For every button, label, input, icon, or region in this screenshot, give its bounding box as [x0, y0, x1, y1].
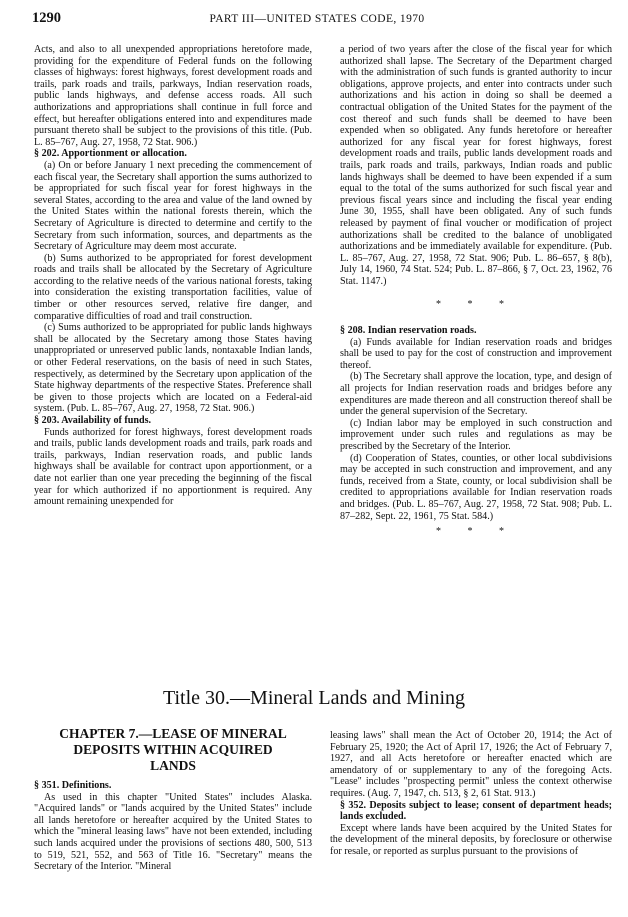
- chapter-heading-line: DEPOSITS WITHIN ACQUIRED: [73, 742, 273, 757]
- chapter-heading-line: CHAPTER 7.—LEASE OF MINERAL: [59, 726, 287, 741]
- paragraph-202-b: (b) Sums authorized to be appropriated for forest development roads and trails shall be allocated by the Secretary of Agriculture according to the relative needs of the various national forests, taking into consideration the existing transportation facilities, value of timber or other resources served, relative fire danger, and comparative difficulties of road and trail construction.: [34, 252, 312, 322]
- paragraph-208-d: (d) Cooperation of States, counties, or other local subdivisions may be accepted in such construction and improvement, and any funds, received from a State, county, or local subdivision shall be credited to appropriations available for Indian reservation roads and bridges. (Pub. L. 85–767, Aug. 27, 1958, 72 Stat. 908; Pub. L. 87–282, Sept. 22, 1961, 75 Stat. 584.): [340, 452, 612, 522]
- paragraph-202-c: (c) Sums authorized to be appropriated for public lands highways shall be allocated by the Secretary among those States having unappropriated or unreserved public lands, nontaxable Indian lands, or other Federal reservations, on the basis of need in such States, respectively, as determined by the Secretary upon application of the State highway departments of the respective States. Preference shall be given to those projects which are located on a Federal-aid system. (Pub. L. 85–767, Aug. 27, 1958, 72 Stat. 906.): [34, 322, 312, 415]
- running-head: PART III—UNITED STATES CODE, 1970: [209, 13, 425, 25]
- paragraph-352: Except where lands have been acquired by the United States for the development of the mineral deposits, by foreclosure or otherwise for resale, or reported as surplus pursuant to the provisions of: [330, 822, 612, 857]
- paragraph-208-c: (c) Indian labor may be employed in such construction and improvement under such rules and regulations as may be prescribed by the Secretary of the Interior.: [340, 417, 612, 452]
- section-heading-208: § 208. Indian reservation roads.: [340, 325, 477, 337]
- section-heading-351: § 351. Definitions.: [34, 780, 112, 791]
- paragraph: a period of two years after the close of the fiscal year for which authorized shall lapse. The Secretary of the Department charged with the administration of such funds is granted authority to incur obligations, approve projects, and enter into contracts under such authorizations and his action in doing so shall be deemed a contractual obligation of the United States for the payment of the cost thereof and such funds shall be deemed to have been expended when so obligated. Any funds heretofore or hereafter authorized for any fiscal year for forest highways, forest development roads and trails, public lands development roads and trails, park roads and trails, parkways, Indian roads and public lands highways shall be deemed to have been expended if a sum equal to the total of the sums authorized for such fiscal year and previous fiscal years since and including the fiscal year ending June 30, 1955, shall have been obligated. Any of such funds released by payment of final voucher or modification of project authorizations shall be credited to the balance of unobligated authorizations and be immediately available for expenditure. (Pub. L. 85–767, Aug. 27, 1958, 72 Stat. 906; Pub. L. 86–657, § 8(b), July 14, 1960, 74 Stat. 524; Pub. L. 87–866, § 7, Oct. 23, 1962, 76 Stat. 1147.): [340, 44, 612, 287]
- paragraph: Acts, and also to all unexpended appropriations heretofore made, providing for the expenditure of Federal funds on the following classes of highways: forest highways, forest development roads and trails, park roads and trails, parkways, Indian reservation roads, public lands highways, and defense access roads. All such authorizations and appropriations shall continue in full force and effect, but hereafter obligations entered into and expenditures made pursuant thereto shall be subject to the provisions of this title. (Pub. L. 85–767, Aug. 27, 1958, 72 Stat. 906.): [34, 44, 312, 148]
- paragraph-203: Funds authorized for forest highways, forest development roads and trails, public lands development roads and trails, park roads and trails, parkways, Indian reservation roads, and public lands highways shall be available for contract upon apportionment, or a date not earlier than one year preceding the beginning of the fiscal year for which authorized if no apportionment is required. Any amount remaining unexpended for: [34, 426, 312, 508]
- chapter-heading: [34, 726, 312, 774]
- title-heading: Title 30.—Mineral Lands and Mining: [162, 687, 466, 709]
- page-number: 1290: [32, 10, 61, 26]
- chapter-heading-line: LANDS: [150, 758, 196, 773]
- section-break-stars: * * *: [436, 526, 516, 538]
- page-header: [32, 10, 602, 30]
- section-break-stars: * * *: [436, 299, 516, 311]
- section-heading-202: § 202. Apportionment or allocation.: [34, 148, 187, 160]
- paragraph-208-a: (a) Funds available for Indian reservation roads and bridges shall be used to pay for the cost of construction and improvement thereof.: [340, 336, 612, 371]
- section-heading-203: § 203. Availability of funds.: [34, 415, 152, 426]
- column-left-bottom: [34, 726, 312, 873]
- column-right-top: [340, 44, 612, 538]
- paragraph-351: As used in this chapter "United States" includes Alaska. "Acquired lands" or "lands acquired by the United States" include all lands heretofore or hereafter acquired by the United States to which the "mineral leasing laws" have not been extended, including such lands acquired under the provisions of sections 480, 500, 513 to 519, 521, 552, and 563 of Title 16. "Secretary" means the Secretary of the Interior. "Mineral: [34, 791, 312, 873]
- paragraph: leasing laws" shall mean the Act of October 20, 1914; the Act of February 25, 1920; the Act of April 17, 1926; the Act of February 7, 1927, and all Acts heretofore or hereafter enacted which are amendatory of or supplementary to any of the foregoing Acts. "Lease" includes "prospecting permit" unless the context otherwise requires. (Aug. 7, 1947, ch. 513, § 2, 61 Stat. 913.): [330, 730, 612, 799]
- column-right-bottom: [330, 730, 612, 858]
- column-left-top: [34, 44, 312, 508]
- section-heading-352: § 352. Deposits subject to lease; consent of department heads; lands excluded.: [340, 799, 612, 823]
- paragraph-208-b: (b) The Secretary shall approve the location, type, and design of all projects for Indian reservation roads and bridges before any expenditures are made thereon and all construction thereof shall be under the general supervision of the Secretary.: [340, 371, 612, 418]
- paragraph-202-a: (a) On or before January 1 next preceding the commencement of each fiscal year, the Secretary shall apportion the sums authorized to be appropriated for such fiscal year for forest highways in the several States, according to the area and value of the land owned by the United States within the national forests therein, which the Secretary of Agriculture is directed to determine and certify to the Secretary from such information, sources, and departments as the Secretary of Agriculture may deem most accurate.: [34, 159, 312, 253]
